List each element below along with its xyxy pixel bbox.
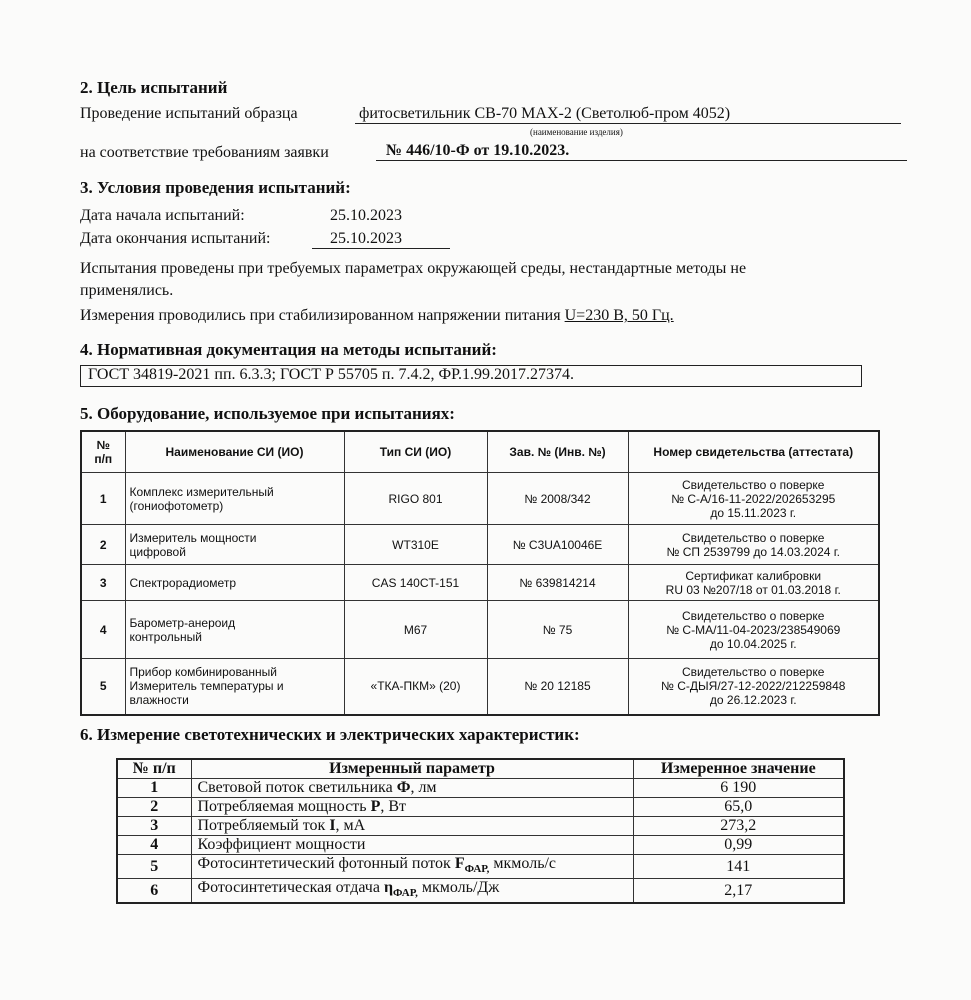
instrument-name: Барометр-анероид контрольный [125, 601, 344, 659]
table-row [117, 836, 844, 855]
purpose-prefix: Проведение испытаний образца [80, 105, 298, 122]
instrument-type: «ТКА-ПКМ» (20) [344, 659, 487, 715]
request-prefix: на соответствие требованиям заявки [80, 144, 329, 161]
row-number: 1 [117, 779, 191, 798]
serial-number: № 20 12185 [487, 659, 628, 715]
serial-number: № 639814214 [487, 565, 628, 601]
instrument-name: Спектрорадиометр [125, 565, 344, 601]
serial-number: № 75 [487, 601, 628, 659]
instrument-name: Комплекс измерительный (гониофотометр) [125, 473, 344, 525]
certificate: Свидетельство о поверке № СП 2539799 до 14.03.2024 г. [628, 525, 879, 565]
table-row [117, 798, 844, 817]
instrument-type: CAS 140CT-151 [344, 565, 487, 601]
table-row [117, 855, 844, 879]
section-4-title: 4. Нормативная документация на методы испытаний: [80, 340, 497, 359]
instrument-type: RIGO 801 [344, 473, 487, 525]
section-5-title: 5. Оборудование, используемое при испытаниях: [80, 404, 455, 423]
instrument-type: М67 [344, 601, 487, 659]
parameter [191, 798, 633, 817]
col-number: № п/п [117, 759, 191, 779]
parameter [191, 879, 633, 904]
voltage-text [80, 307, 674, 325]
certificate: Сертификат калибровки RU 03 №207/18 от 01.03.2018 г. [628, 565, 879, 601]
parameter-text: Потребляемый ток [197, 817, 330, 834]
parameter [191, 855, 633, 879]
parameter-text: Световой поток светильника [197, 779, 397, 796]
row-number: 4 [117, 836, 191, 855]
instrument-name: Прибор комбинированный Измеритель температуры и влажности [125, 659, 344, 715]
measured-value: 65,0 [633, 798, 844, 817]
request-number: № 446/10-Ф от 19.10.2023. [376, 142, 907, 161]
row-number: 5 [81, 659, 125, 715]
section-6-title: 6. Измерение светотехнических и электрических характеристик: [80, 725, 580, 744]
col-instrument-type: Тип СИ (ИО) [344, 431, 487, 473]
product-caption: (наименование изделия) [530, 127, 623, 137]
table-row [81, 525, 879, 565]
parameter-unit: мкмоль/с [489, 855, 557, 872]
conditions-line-1: Испытания проведены при требуемых параметрах окружающей среды, нестандартные методы не [80, 260, 747, 277]
parameter-text: Потребляемая мощность [197, 798, 371, 815]
parameter-unit: , Вт [380, 798, 407, 815]
serial-number: № 2008/342 [487, 473, 628, 525]
row-number: 1 [81, 473, 125, 525]
parameter [191, 836, 633, 855]
start-date-value: 25.10.2023 [330, 207, 402, 224]
voltage-value: U=230 В, 50 Гц. [564, 307, 674, 324]
table-row [117, 817, 844, 836]
measured-value: 141 [633, 855, 844, 879]
parameter-unit: , лм [410, 779, 437, 796]
table-row [81, 601, 879, 659]
row-number: 4 [81, 601, 125, 659]
parameter-text: Фотосинтетический фотонный поток [197, 855, 455, 872]
table-row [117, 779, 844, 798]
section-3-title: 3. Условия проведения испытаний: [80, 178, 351, 197]
col-certificate: Номер свидетельства (аттестата) [628, 431, 879, 473]
row-number: 6 [117, 879, 191, 904]
parameter [191, 779, 633, 798]
col-value: Измеренное значение [633, 759, 844, 779]
parameter-subscript: ФАР, [464, 863, 490, 876]
parameter-symbol: I [329, 817, 336, 834]
col-serial-number: Зав. № (Инв. №) [487, 431, 628, 473]
parameter-text: Коэффициент мощности [197, 836, 366, 853]
parameter-symbol: η [383, 879, 394, 897]
parameter-symbol: F [454, 855, 465, 872]
row-number: 3 [117, 817, 191, 836]
section-2-title: 2. Цель испытаний [80, 78, 228, 97]
measured-value: 6 190 [633, 779, 844, 798]
equipment-header-row [81, 431, 879, 473]
start-date-label: Дата начала испытаний: [80, 207, 245, 224]
col-instrument-name: Наименование СИ (ИО) [125, 431, 344, 473]
parameter-unit: , мА [335, 817, 366, 834]
equipment-table [80, 430, 880, 716]
conditions-line-2: применялись. [80, 282, 174, 299]
instrument-type: WT310E [344, 525, 487, 565]
parameter-text: Фотосинтетическая отдача [197, 879, 384, 897]
instrument-name: Измеритель мощности цифровой [125, 525, 344, 565]
row-number: 2 [81, 525, 125, 565]
measured-value: 0,99 [633, 836, 844, 855]
certificate: Свидетельство о поверке № С-ДЫЯ/27-12-2022/212259848 до 26.12.2023 г. [628, 659, 879, 715]
parameter-unit: мкмоль/Дж [417, 879, 500, 897]
end-date-label: Дата окончания испытаний: [80, 230, 271, 247]
serial-number: № C3UA10046E [487, 525, 628, 565]
end-date-value: 25.10.2023 [312, 230, 450, 249]
voltage-prefix: Измерения проводились при стабилизированном напряжении питания [80, 307, 561, 324]
table-row [117, 879, 844, 904]
measurements-table [116, 758, 845, 904]
row-number: 2 [117, 798, 191, 817]
parameter-subscript: ФАР, [393, 887, 418, 900]
row-number: 3 [81, 565, 125, 601]
col-parameter: Измеренный параметр [191, 759, 633, 779]
measured-value: 273,2 [633, 817, 844, 836]
certificate: Свидетельство о поверке № С-МА/11-04-2023/238549069 до 10.04.2025 г. [628, 601, 879, 659]
parameter [191, 817, 633, 836]
normative-text: ГОСТ 34819-2021 пп. 6.3.3; ГОСТ Р 55705 п. 7.4.2, ФР.1.99.2017.27374. [88, 366, 574, 383]
measurements-header-row [117, 759, 844, 779]
col-number: № п/п [81, 431, 125, 473]
parameter-symbol: Ф [396, 779, 411, 796]
table-row [81, 659, 879, 715]
product-name: фитосветильник СВ-70 MAX-2 (Светолюб-пром 4052) [355, 105, 901, 124]
measured-value: 2,17 [633, 879, 844, 904]
table-row [81, 565, 879, 601]
table-row [81, 473, 879, 525]
parameter-symbol: P [370, 798, 381, 815]
row-number: 5 [117, 855, 191, 879]
certificate: Свидетельство о поверке № С-А/16-11-2022/202653295 до 15.11.2023 г. [628, 473, 879, 525]
